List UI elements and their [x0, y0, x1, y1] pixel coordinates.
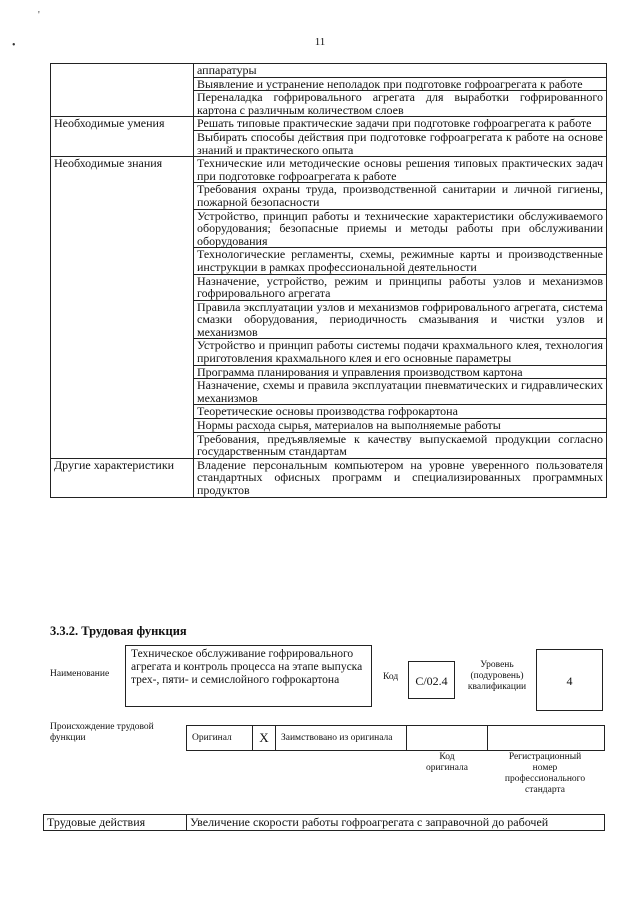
- function-name: Техническое обслуживание гофрировального агрегата и контроль процесса на этапе выпуска трех-, пяти- и семислойного гофрокартона: [125, 645, 372, 707]
- requirement-text: Выбирать способы действия при подготовке гофроагрегата к работе на основе знаний и практического опыта: [194, 130, 607, 156]
- requirement-text: Устройство, принцип работы и технические характеристики обслуживаемого оборудования; безопасные приемы и методы работы при обслуживании оборудования: [194, 209, 607, 248]
- origin-borrowed: Заимствовано из оригинала: [276, 726, 407, 751]
- level-value: 4: [536, 649, 603, 711]
- requirement-text: аппаратуры: [194, 64, 607, 78]
- requirement-text: Технологические регламенты, схемы, режимные карты и производственные инструкции в рамках профессиональной деятельности: [194, 248, 607, 274]
- requirement-row: [51, 64, 607, 78]
- level-label: Уровень (подуровень) квалификации: [467, 660, 527, 692]
- requirement-text: Владение персональным компьютером на уровне уверенного пользователя стандартных офисных программ и специализированных программных продуктов: [194, 458, 607, 497]
- code-label: Код: [383, 672, 399, 682]
- requirement-text: Переналадка гофрировального агрегата для выработки гофрированного картона с различным количеством слоев: [194, 91, 607, 117]
- requirement-label: Необходимые знания: [51, 157, 194, 459]
- labor-actions-label: Трудовые действия: [44, 815, 187, 831]
- requirement-text: Назначение, устройство, режим и принципы работы узлов и механизмов гофрировального агрегата: [194, 274, 607, 300]
- section-title: 3.3.2. Трудовая функция: [50, 624, 187, 638]
- requirement-row: [51, 117, 607, 131]
- requirements-table: [50, 63, 607, 498]
- requirement-row: [51, 157, 607, 183]
- code-original-label: Код оригинала: [426, 752, 468, 773]
- labor-actions-text: Увеличение скорости работы гофроагрегата с заправочной до рабочей: [187, 815, 605, 831]
- requirement-text: Теоретические основы производства гофрокартона: [194, 405, 607, 419]
- requirement-label: Другие характеристики: [51, 458, 194, 497]
- requirement-label: Необходимые умения: [51, 117, 194, 157]
- name-label: Наименование: [50, 669, 110, 679]
- requirement-text: Выявление и устранение неполадок при подготовке гофроагрегата к работе: [194, 77, 607, 91]
- requirement-text: Устройство и принцип работы системы подачи крахмального клея, технология приготовления крахмального клея и его основные параметры: [194, 339, 607, 365]
- code-value: С/02.4: [408, 661, 455, 699]
- reg-number-label: Регистрационный номер профессионального стандарта: [504, 752, 586, 795]
- reg-number-cell: [488, 726, 605, 751]
- origin-label: Происхождение трудовой функции: [50, 722, 154, 743]
- origin-mark: X: [253, 726, 276, 751]
- scan-mark: •: [12, 40, 16, 51]
- code-original-cell: [407, 726, 488, 751]
- requirement-text: Нормы расхода сырья, материалов на выполняемые работы: [194, 419, 607, 433]
- requirement-text: Технические или методические основы решения типовых практических задач при подготовке гофроагрегата к работе: [194, 157, 607, 183]
- page-number: 11: [314, 36, 326, 48]
- requirement-text: Программа планирования и управления производством картона: [194, 365, 607, 379]
- labor-actions-table: [43, 814, 605, 831]
- requirement-text: Правила эксплуатации узлов и механизмов гофрировального агрегата, система смазки оборудования, периодичность смазывания и чистки узлов и механизмов: [194, 300, 607, 339]
- requirement-text: Решать типовые практические задачи при подготовке гофроагрегата к работе: [194, 117, 607, 131]
- requirement-text: Назначение, схемы и правила эксплуатации пневматических и гидравлических механизмов: [194, 379, 607, 405]
- scan-mark: ': [38, 10, 40, 21]
- origin-table: [186, 725, 605, 751]
- requirement-text: Требования охраны труда, производственной санитарии и личной гигиены, пожарной безопасности: [194, 183, 607, 209]
- requirement-row: [51, 458, 607, 497]
- requirement-text: Требования, предъявляемые к качеству выпускаемой продукции согласно государственным стандартам: [194, 432, 607, 458]
- origin-original: Оригинал: [187, 726, 253, 751]
- requirement-label: [51, 64, 194, 117]
